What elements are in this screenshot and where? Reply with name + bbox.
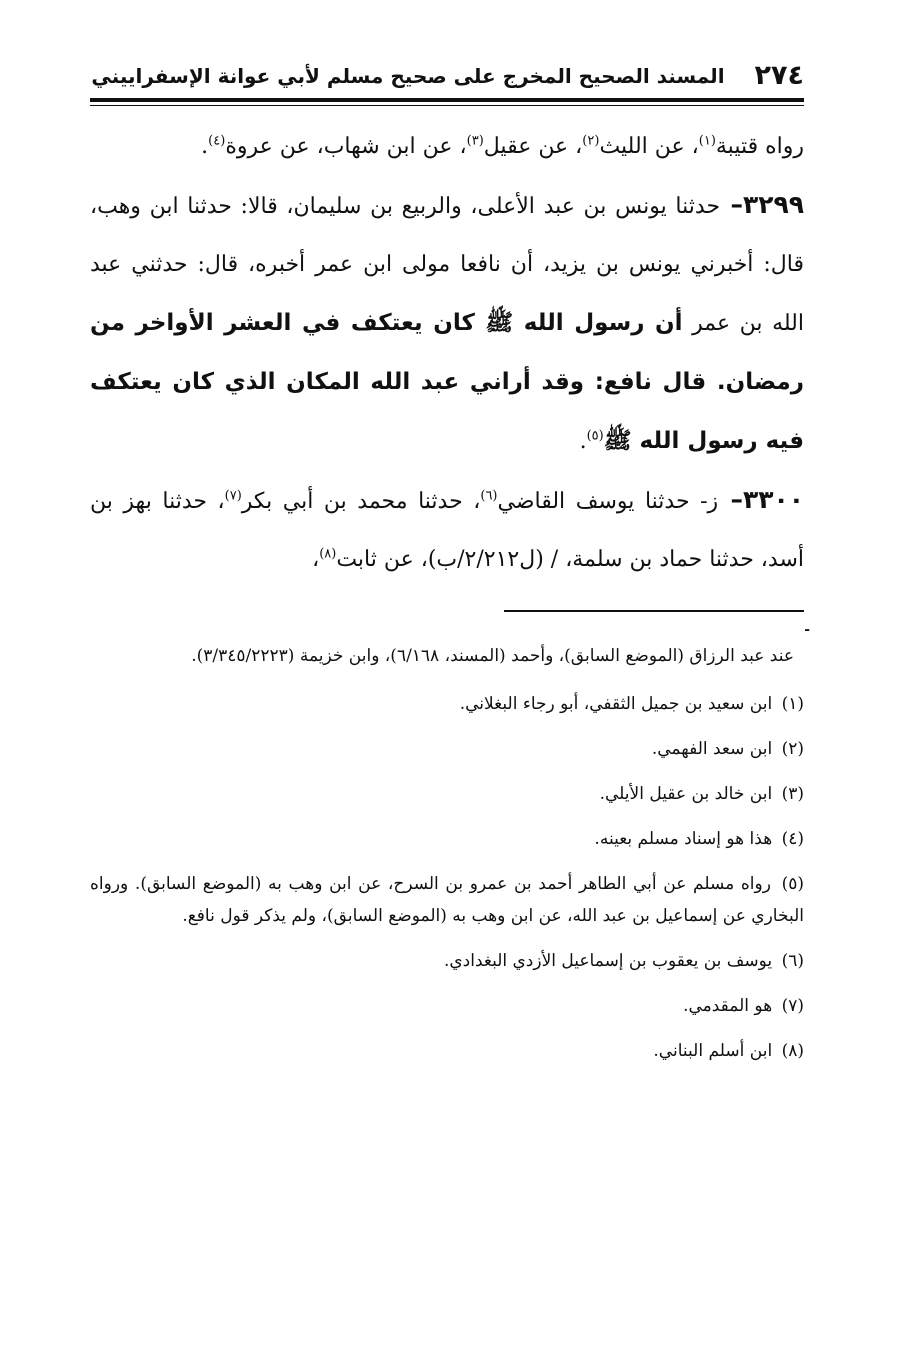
footnote-separator [504,610,804,612]
page-header [90,58,804,94]
page-number: ٢٧٤ [754,60,804,91]
hadith-number: ٣٣٠٠ [742,485,804,514]
footnote-7 [90,990,804,1022]
footnote-3 [90,778,804,810]
footnote-4 [90,823,804,855]
footnotes [90,640,804,1080]
footnote-ref[interactable]: (٧) [224,488,242,504]
running-title: المسند الصحيح المخرج على صحيح مسلم لأبي عوانة الإسفراييني [91,64,725,88]
hadith-number: ٣٢٩٩ [742,190,804,219]
footnote-continuation-marker: - [804,622,810,638]
text-run: ، عن الليث [599,134,699,159]
footnote-number: (١) [781,694,804,714]
text-run: ، حدثنا بهز بن أسد، حدثنا حماد بن سلمة، / (ل٢/٢١٢/ب)، عن ثابت [90,489,804,572]
footnote-ref[interactable]: (٨) [319,546,337,562]
footnote-text: رواه مسلم عن أبي الطاهر أحمد بن عمرو بن السرح، عن ابن وهب به (الموضع السابق). ورواه البخاري عن إسماعيل بن عبد الله، عن ابن وهب به (الموضع السابق)، ولم يذكر قول نافع. [90,874,804,926]
footnote-number: (٨) [781,1041,804,1061]
footnote-text: ابن خالد بن عقيل الأيلي. [599,784,773,804]
footnote-number: (٣) [781,784,804,804]
footnote-ref[interactable]: (١) [698,133,716,149]
hadith-dash: – [720,190,743,219]
hadith-dash: – [718,485,743,514]
footnote-ref[interactable]: (٤) [208,133,226,149]
footnote-6 [90,945,804,977]
footnote-text: يوسف بن يعقوب بن إسماعيل الأزدي البغدادي. [443,951,773,971]
footnote-ref[interactable]: (٥) [586,428,604,444]
footnote-number: (٧) [781,996,804,1016]
footnote-8 [90,1035,804,1067]
text-run: حدثنا يونس بن عبد الأعلى، والربيع بن سليمان، قالا: حدثنا ابن وهب، قال: أخبرني يونس بن يزيد، أن نافعا مولى ابن عمر أخبره، قال: حدثني عبد الله بن عمر [90,194,804,336]
text-run: ، [312,547,320,572]
footnote-number: (٥) [781,874,805,894]
paragraph-1 [90,118,804,176]
footnote-1 [90,688,804,720]
footnote-number: (٤) [781,829,804,849]
footnote-text: هذا هو إسناد مسلم بعينه. [594,829,773,849]
text-run: رواه قتيبة [715,134,804,159]
hadith-matn: أن رسول الله ﷺ كان يعتكف في العشر الأواخر من رمضان. قال نافع: وقد أراني عبد الله المكان الذي كان يعتكف فيه رسول الله ﷺ [90,310,804,454]
footnote-continuation: عند عبد الرزاق (الموضع السابق)، وأحمد (المسند، ٦/١٦٨)، وابن خزيمة (٣/٣٤٥/٢٢٢٣). [191,646,794,666]
footnote-number: (٢) [781,739,804,759]
header-rule-thin [90,105,804,106]
footnote-ref[interactable]: (٣) [466,133,484,149]
footnote-ref[interactable]: (٢) [582,133,600,149]
text-run: ز- حدثنا يوسف القاضي [497,489,719,514]
footnote-text: هو المقدمي. [683,996,773,1016]
hadith-3300 [90,471,804,589]
main-text [90,118,804,589]
text-run: ، عن ابن شهاب، عن عروة [225,134,467,159]
text-run: ، حدثنا محمد بن أبي بكر [241,489,481,514]
header-rule [90,98,804,102]
footnote-5 [90,868,804,932]
book-page [90,0,810,1365]
footnote-text: ابن سعد الفهمي. [651,739,773,759]
footnote-2 [90,733,804,765]
footnote-text: ابن سعيد بن جميل الثقفي، أبو رجاء البغلاني. [459,694,773,714]
hadith-3299 [90,176,804,471]
footnote-text: ابن أسلم البناني. [653,1041,773,1061]
text-run: . [579,429,587,454]
footnote-ref[interactable]: (٦) [480,488,498,504]
text-run: . [201,134,209,159]
text-run: ، عن عقيل [483,134,583,159]
footnote-number: (٦) [781,951,804,971]
